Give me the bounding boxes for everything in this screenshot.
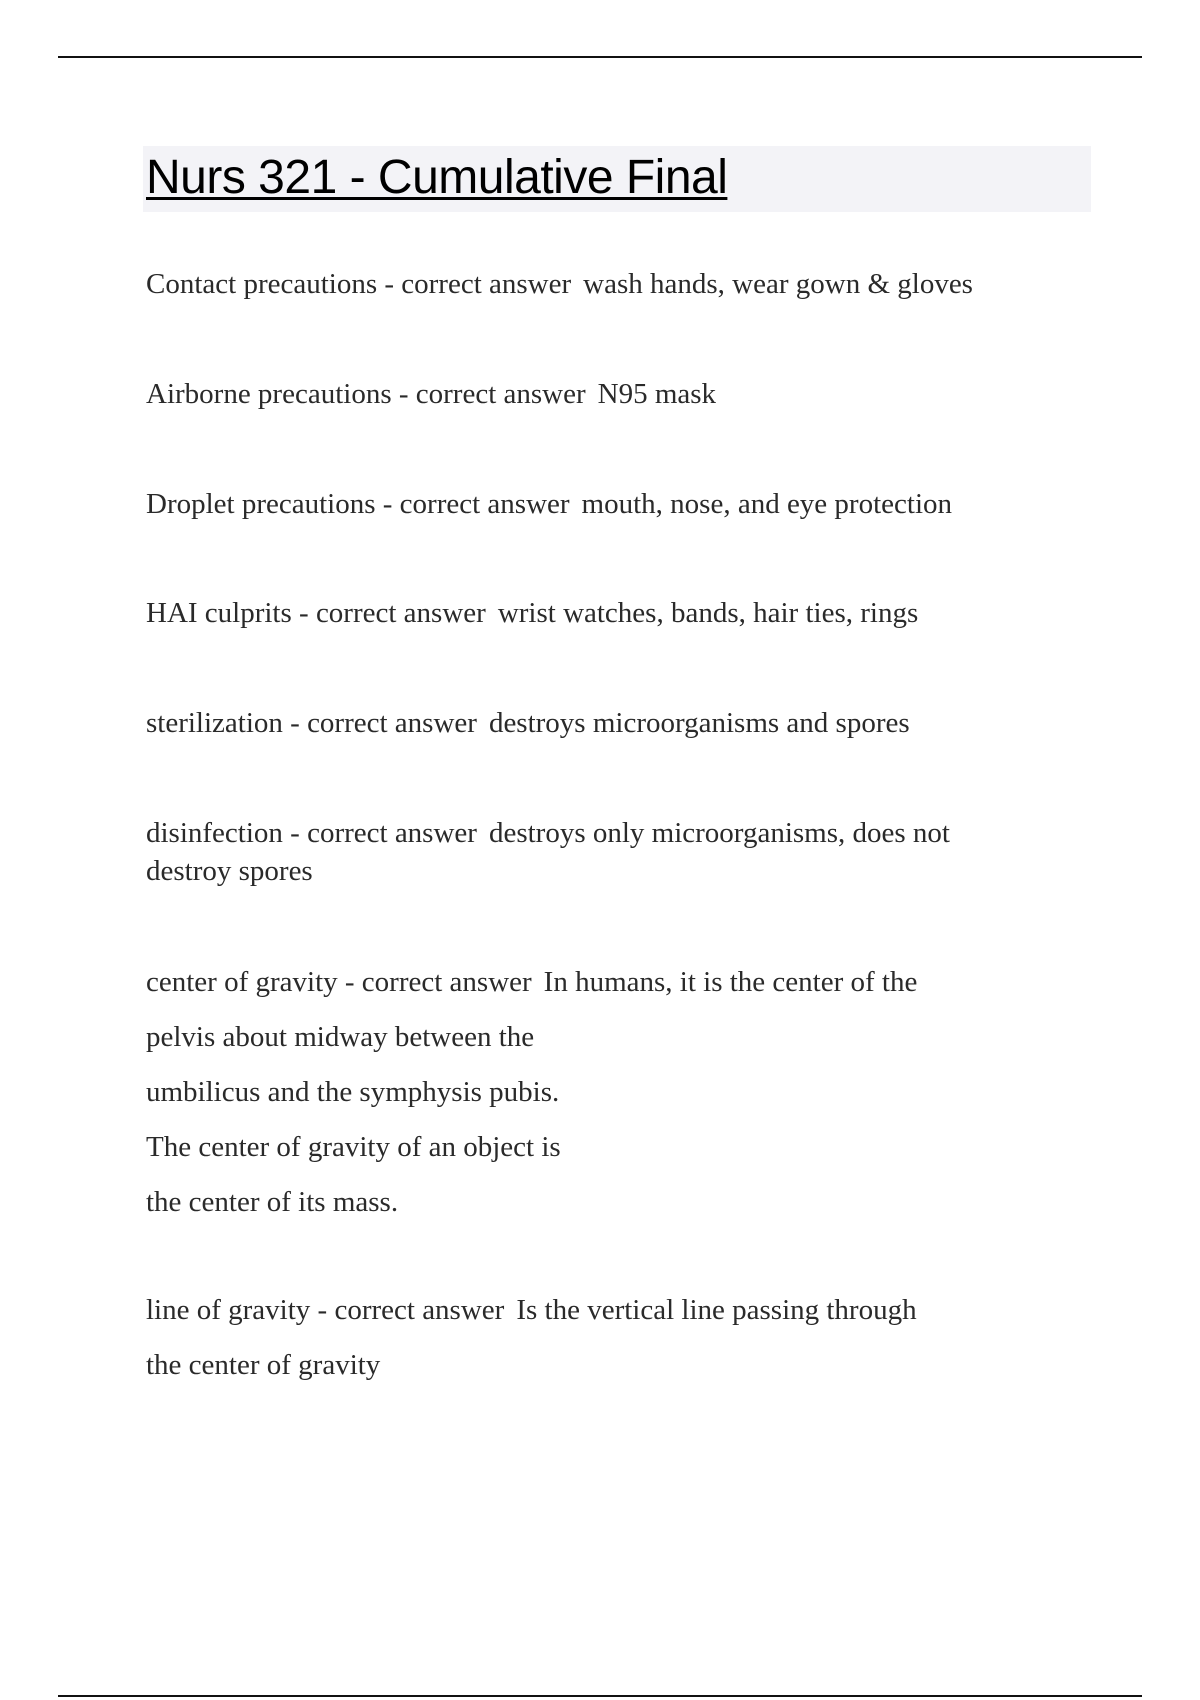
page-title: Nurs 321 - Cumulative Final	[146, 151, 728, 204]
qa-answer: In humans, it is the center of the	[543, 966, 918, 998]
qa-item-line-of-gravity	[146, 1283, 1096, 1393]
qa-separator: - correct answer	[382, 488, 570, 520]
qa-term: HAI culprits	[146, 597, 292, 629]
qa-line	[146, 594, 1096, 632]
qa-separator: - correct answer	[290, 817, 477, 849]
qa-line	[146, 485, 1096, 523]
qa-term: Droplet precautions	[146, 488, 376, 520]
qa-answer: destroys only microorganisms, does not	[488, 817, 950, 849]
qa-answer: wash hands, wear gown & gloves	[583, 268, 973, 300]
qa-answer: destroys microorganisms and spores	[488, 707, 910, 739]
qa-separator: - correct answer	[299, 597, 486, 629]
qa-term: Airborne precautions	[146, 378, 392, 410]
qa-item-droplet-precautions	[146, 485, 1096, 523]
bottom-rule	[58, 1695, 1142, 1697]
qa-answer-continuation: The center of gravity of an object is	[146, 1131, 561, 1163]
qa-answer: N95 mask	[597, 378, 717, 410]
qa-answer-continuation: pelvis about midway between the	[146, 1021, 535, 1053]
qa-item-disinfection	[146, 814, 1096, 890]
qa-term: center of gravity	[146, 966, 338, 998]
top-rule	[58, 56, 1142, 58]
qa-line	[146, 265, 1096, 303]
qa-term: disinfection	[146, 817, 283, 849]
qa-line	[146, 375, 1096, 413]
qa-item-contact-precautions	[146, 265, 1096, 303]
qa-answer-continuation: the center of gravity	[146, 1349, 381, 1381]
qa-answer-continuation: umbilicus and the symphysis pubis.	[146, 1076, 560, 1108]
qa-term: sterilization	[146, 707, 283, 739]
qa-answer-continuation: the center of its mass.	[146, 1186, 399, 1218]
qa-separator: - correct answer	[344, 966, 532, 998]
qa-item-airborne-precautions	[146, 375, 1096, 413]
qa-item-hai-culprits	[146, 594, 1096, 632]
qa-line	[146, 704, 1096, 742]
qa-separator: - correct answer	[317, 1294, 505, 1326]
qa-answer: mouth, nose, and eye protection	[581, 488, 953, 520]
qa-item-sterilization	[146, 704, 1096, 742]
qa-line	[146, 814, 1096, 852]
qa-item-center-of-gravity	[146, 955, 1096, 1230]
qa-term: line of gravity	[146, 1294, 311, 1326]
qa-separator: - correct answer	[384, 268, 572, 300]
qa-separator: - correct answer	[398, 378, 586, 410]
qa-answer: wrist watches, bands, hair ties, rings	[497, 597, 919, 629]
qa-answer-continuation: destroy spores	[146, 855, 313, 887]
qa-term: Contact precautions	[146, 268, 378, 300]
qa-line	[146, 955, 1096, 1010]
qa-answer: Is the vertical line passing through	[516, 1294, 917, 1326]
qa-separator: - correct answer	[290, 707, 477, 739]
qa-line	[146, 1283, 1096, 1338]
